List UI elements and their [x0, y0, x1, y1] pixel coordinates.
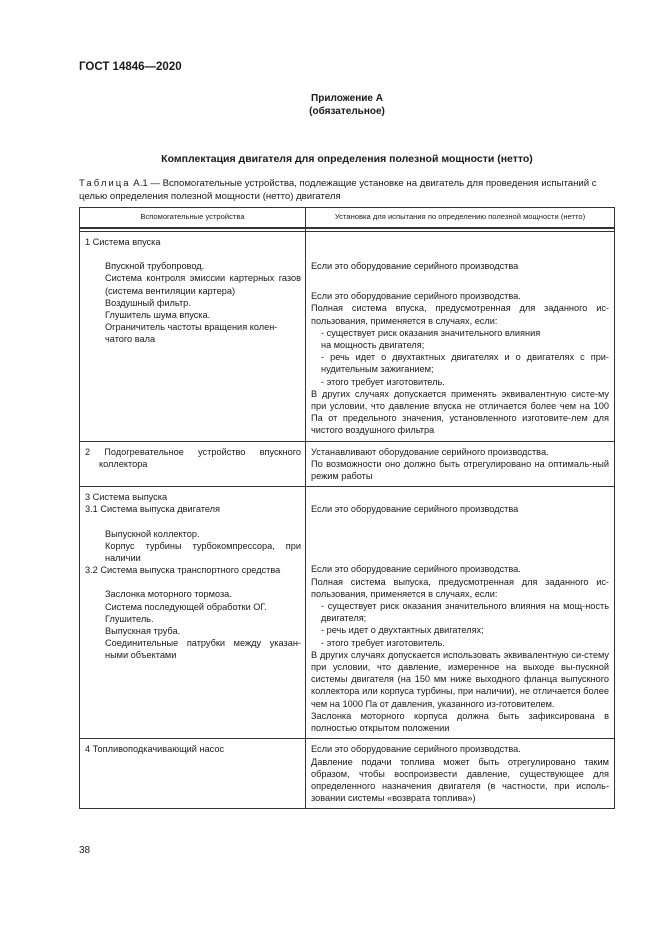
list-item: Ограничитель частоты вращения колен-чатого вала: [105, 322, 278, 345]
accessories-table: [79, 207, 615, 809]
row1-dash1: - существует риск оказания значительного влияния: [321, 327, 541, 338]
standard-designation: ГОСТ 14846—2020: [79, 61, 182, 73]
list-item: Соединительные патрубки между указан-ными объектами: [105, 638, 301, 661]
row3-sub1: 3.1 Система выпуска двигателя: [85, 504, 220, 515]
list-item: Воздушный фильтр.: [105, 297, 191, 308]
table-caption-text: А.1 — Вспомогательные устройства, подлежащие установке на двигатель для проведения испытаний с целью определения полезной мощности (нетто) двигателя: [79, 178, 597, 202]
row4-note1: Если это оборудование серийного производства.: [311, 744, 521, 755]
row3-note3: Полная система выпуска, предусмотренная для заданного ис-пользования, применяется в случаях, если:: [311, 576, 609, 599]
row3-dash1: - существует риск оказания значительного влияния на мощ-ность двигателя;: [321, 601, 609, 624]
row3-sub1-items: [85, 528, 301, 565]
annex-status: (обязательное): [309, 106, 385, 117]
row3-left: [80, 487, 306, 739]
list-item: Выпускная труба.: [105, 626, 181, 637]
table-caption: [79, 178, 615, 203]
row1-dash1b: на мощность двигателя;: [321, 340, 425, 351]
table-row: [80, 739, 615, 809]
row1-note3: Полная система впуска, предусмотренная для заданного ис-пользования, применяется в случаях, если:: [311, 303, 609, 326]
row1-dash3: - этого требует изготовитель.: [321, 376, 445, 387]
list-item: Система последующей обработки ОГ.: [105, 601, 267, 612]
list-item: Заслонка моторного тормоза.: [105, 589, 232, 600]
section-title: Комплектация двигателя для определения полезной мощности (нетто): [161, 153, 533, 165]
row1-right: [306, 232, 615, 442]
annex-title: Приложение А: [311, 93, 383, 104]
table-header-row: [80, 208, 615, 229]
row2-heading: 2 Подогревательное устройство впускного коллектора: [85, 446, 301, 469]
list-item: Выпускной коллектор.: [105, 528, 200, 539]
row1-note1: Если это оборудование серийного производства: [311, 261, 519, 271]
row3-sub2-items: [85, 588, 301, 661]
list-item: Глушитель шума впуска.: [105, 310, 211, 321]
col2-header: Установка для испытания по определению полезной мощности (нетто): [306, 208, 615, 229]
row3-sub2: 3.2 Система выпуска транспортного средства: [85, 565, 281, 576]
row3-right: [306, 487, 615, 739]
row2-right: [306, 441, 615, 487]
row2-left: [80, 441, 306, 487]
row1-left: [80, 232, 306, 442]
annex-heading: [79, 92, 615, 118]
row3-dash2: - речь идет о двухтактных двигателях;: [321, 625, 484, 636]
page-number: 38: [79, 845, 91, 856]
table-row: [80, 487, 615, 739]
row3-note1: Если это оборудование серийного производства: [311, 504, 519, 515]
col1-header: Вспомогательные устройства: [80, 208, 306, 229]
row1-note4: В других случаях допускается применять эквивалентную систе-му при условии, что давление впуска не отличается более чем на 100 Па от предельного значения, установленного изготовите-лем для чистого воздушного фильтра: [311, 388, 609, 436]
row3-note5: Заслонка моторного корпуса должна быть зафиксирована в полностью открытом положении: [311, 710, 609, 734]
row1-items: [85, 260, 301, 345]
list-item: Корпус турбины турбокомпрессора, при наличии: [105, 540, 301, 564]
table-caption-label: Таблица: [79, 178, 131, 189]
row4-note2: Давление подачи топлива может быть отрегулировано таким образом, чтобы воспроизвести давление, существующее для определенного назначения двигателя (в частности, при исполь-зовании системы «возврата топлива»): [311, 756, 609, 804]
row3-heading: 3 Система выпуска: [85, 492, 168, 503]
row3-note4: В других случаях допускается использовать эквивалентную си-стему при условии, что давление, измеренное на выходе вы-пускной системы двигателя (на 150 мм ниже выходного фланца выпускного коллектора или корпуса турбины, при наличии), не отличается более чем на 1000 Па от давления, указанного из-готовителем.: [311, 649, 609, 709]
list-item: Система контроля эмиссии картерных газов (система вентиляции картера): [105, 273, 301, 296]
row4-right: [306, 739, 615, 809]
row4-heading: 4 Топливоподкачивающий насос: [85, 744, 225, 755]
row1-note2: Если это оборудование серийного производства.: [311, 291, 521, 302]
table-row: [80, 441, 615, 487]
row3-dash3: - этого требует изготовитель.: [321, 637, 445, 648]
list-item: Глушитель.: [105, 613, 154, 624]
row1-heading: 1 Система впуска: [85, 237, 161, 247]
row2-note1: Устанавливают оборудование серийного производства.: [311, 446, 549, 457]
table-row: [80, 232, 615, 442]
row4-left: [80, 739, 306, 809]
list-item: Впускной трубопровод.: [105, 261, 205, 272]
row3-note2: Если это оборудование серийного производства.: [311, 564, 521, 575]
row1-dash2: - речь идет о двухтактных двигателях и о двигателях с при-нудительным зажиганием;: [321, 352, 609, 375]
row2-note2: По возможности оно должно быть отрегулировано на оптималь-ный режим работы: [311, 458, 609, 482]
